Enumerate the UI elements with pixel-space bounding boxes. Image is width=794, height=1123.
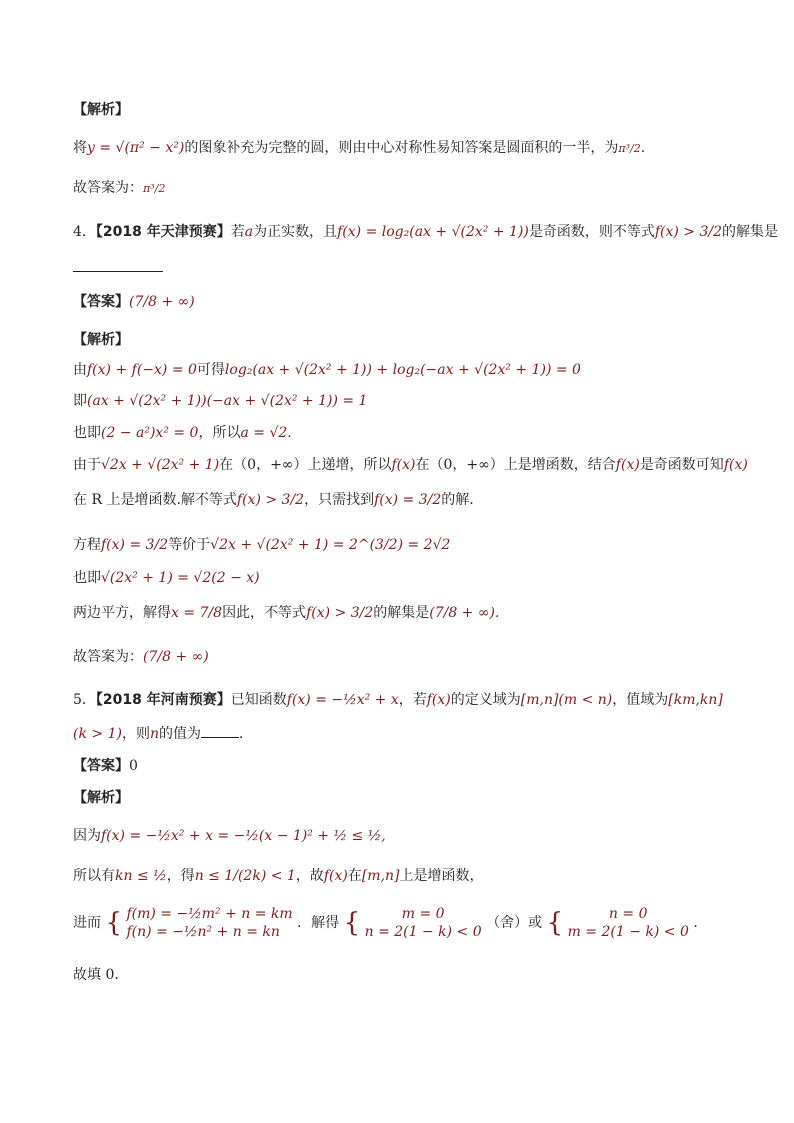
answer-blank (73, 271, 163, 272)
text: 可得 (196, 362, 225, 378)
text: ，所以 (198, 425, 241, 441)
text: 的值为 (158, 726, 201, 742)
formula: f(x) (723, 457, 748, 473)
text: 是奇函数，则不等式 (528, 224, 655, 240)
brace: { (343, 908, 361, 938)
analysis-heading: 【解析】 (73, 790, 129, 806)
text: ． (693, 915, 708, 931)
formula: m = 2(1 − k) < 0 (567, 924, 689, 940)
answer-blank (201, 723, 239, 738)
formula: f(x) (391, 457, 416, 473)
formula: f(x) (615, 457, 640, 473)
answer-line (73, 647, 209, 667)
question-number: 5． (73, 692, 96, 708)
text: 的解集是 (373, 605, 430, 621)
solution-line (73, 866, 484, 886)
formula: √(2x² + 1) = √2(2 − x) (101, 570, 260, 586)
text: 若 (230, 224, 245, 240)
formula: x = 7/8 (171, 605, 223, 621)
text: 的图象补充为完整的圆，则由中心对称性易知答案是圆面积的一半，为 (184, 140, 619, 156)
formula: (7/8 + ∞) (143, 649, 209, 665)
formula: kn ≤ ½ (115, 868, 167, 884)
text: ．解得 (297, 915, 340, 931)
answer-line: 故填 0． (73, 967, 129, 983)
text: 已知函数 (230, 692, 287, 708)
text: 故答案为： (73, 180, 143, 196)
text: 方程 (73, 537, 101, 553)
formula: √2x + √(2x² + 1) = 2^(3/2) = 2√2 (210, 537, 451, 553)
formula: n = 2(1 − k) < 0 (364, 924, 482, 940)
solution-line (73, 455, 748, 475)
text: 在 R 上是增函数.解不等式 (73, 492, 237, 508)
formula: f(n) = −½n² + n = kn (126, 924, 280, 940)
formula: f(x) > 3/2 (654, 224, 723, 240)
formula: f(x) + f(−x) = 0 (87, 362, 197, 378)
formula: (7/8 + ∞). (429, 605, 500, 621)
solution-line (73, 360, 581, 380)
solution-line (73, 423, 292, 443)
text: 即 (73, 393, 87, 409)
text: 在（0，+∞）上是增函数，结合 (415, 457, 616, 473)
text: 由 (73, 362, 87, 378)
formula: f(x) (323, 868, 348, 884)
formula: a = √2. (240, 425, 292, 441)
text: ，得 (166, 868, 195, 884)
brace: { (105, 908, 122, 938)
equation-system (126, 905, 292, 941)
text: ，值域为 (612, 692, 669, 708)
solution-line (73, 826, 386, 846)
question-4 (73, 222, 778, 242)
formula: f(x) = log₂(ax + √(2x² + 1)) (337, 224, 529, 240)
text: 是奇函数可知 (639, 457, 724, 473)
formula: (ax + √(2x² + 1))(−ax + √(2x² + 1)) = 1 (87, 393, 368, 409)
formula: n = 0 (608, 906, 648, 922)
formula: f(x) > 3/2 (236, 492, 305, 508)
formula: f(x) = 3/2 (374, 492, 442, 508)
formula: n (149, 726, 159, 742)
question-5 (73, 690, 723, 710)
formula: f(x) > 3/2 (306, 605, 374, 621)
text: 故答案为： (73, 649, 143, 665)
text: ，则 (121, 726, 150, 742)
text: ，故 (295, 868, 324, 884)
formula: [km,kn] (668, 692, 723, 708)
formula: y = √(π² − x²) (87, 140, 185, 156)
formula: f(x) = −½x² + x (286, 692, 399, 708)
answer-line (73, 178, 165, 199)
formula: f(m) = −½m² + n = km (126, 906, 293, 922)
text: 将 (73, 140, 87, 156)
formula: (7/8 + ∞) (129, 294, 195, 310)
formula: (k > 1) (73, 726, 122, 742)
text: 上是增函数， (399, 868, 484, 884)
solution-system-line (73, 905, 707, 941)
formula: m = 0 (401, 906, 445, 922)
answer-value: 0 (129, 758, 138, 774)
solution-line (73, 490, 474, 510)
text: 在（0，+∞）上递增，所以 (219, 457, 392, 473)
solution-line (73, 603, 499, 623)
formula: (2 − a²)x² = 0 (101, 425, 199, 441)
question-source: 【2018 年河南预赛】 (95, 692, 231, 708)
answer-heading: 【答案】 (73, 758, 129, 774)
answer-line (73, 292, 195, 312)
text: 进而 (73, 915, 101, 931)
text: ． (238, 726, 253, 742)
formula: π³/2 (143, 182, 166, 195)
text: 等价于 (168, 537, 211, 553)
text: 的定义域为 (450, 692, 521, 708)
formula: f(x) (426, 692, 451, 708)
text: ，若 (398, 692, 427, 708)
formula: f(x) = 3/2 (101, 537, 169, 553)
text: 为正实数，且 (253, 224, 338, 240)
text: 也即 (73, 570, 101, 586)
text: 的解. (441, 492, 474, 508)
text: 因此，不等式 (222, 605, 307, 621)
formula: n ≤ 1/(2k) < 1 (194, 868, 296, 884)
analysis-paragraph: 将y = √(π² − x²)的图象补充为完整的圆，则由中心对称性易知答案是圆面积的一半，为π³/2. (73, 140, 646, 156)
brace: { (546, 908, 564, 938)
formula: [m,n](m < n) (520, 692, 613, 708)
equation-system (568, 905, 689, 941)
analysis-heading: 【解析】 (73, 332, 129, 348)
question-number: 4． (73, 224, 96, 240)
solution-line (73, 391, 367, 411)
formula: √2x + √(2x² + 1) (101, 457, 220, 473)
text: 因为 (73, 828, 101, 844)
question-source: 【2018 年天津预赛】 (95, 224, 231, 240)
formula: π³/2 (618, 142, 641, 155)
text: （舍）或 (486, 915, 543, 931)
analysis-heading: 【解析】 (73, 102, 129, 118)
question-5-continued (73, 723, 253, 744)
formula: f(x) = −½x² + x = −½(x − 1)² + ½ ≤ ½, (101, 828, 386, 844)
equation-system (365, 905, 482, 941)
text: ，只需找到 (304, 492, 375, 508)
formula: a (244, 224, 254, 240)
solution-line (73, 568, 260, 588)
formula: [m,n] (361, 868, 400, 884)
text: 在 (347, 868, 362, 884)
solution-line (73, 535, 450, 555)
text: 两边平方，解得 (73, 605, 171, 621)
answer-heading: 【答案】 (73, 294, 129, 310)
text: 所以有 (73, 868, 115, 884)
answer-line (73, 756, 138, 776)
formula: log₂(ax + √(2x² + 1)) + log₂(−ax + √(2x² + 1)) = 0 (224, 362, 581, 378)
text: 的解集是 (722, 224, 779, 240)
text: 由于 (73, 457, 101, 473)
text: 也即 (73, 425, 101, 441)
